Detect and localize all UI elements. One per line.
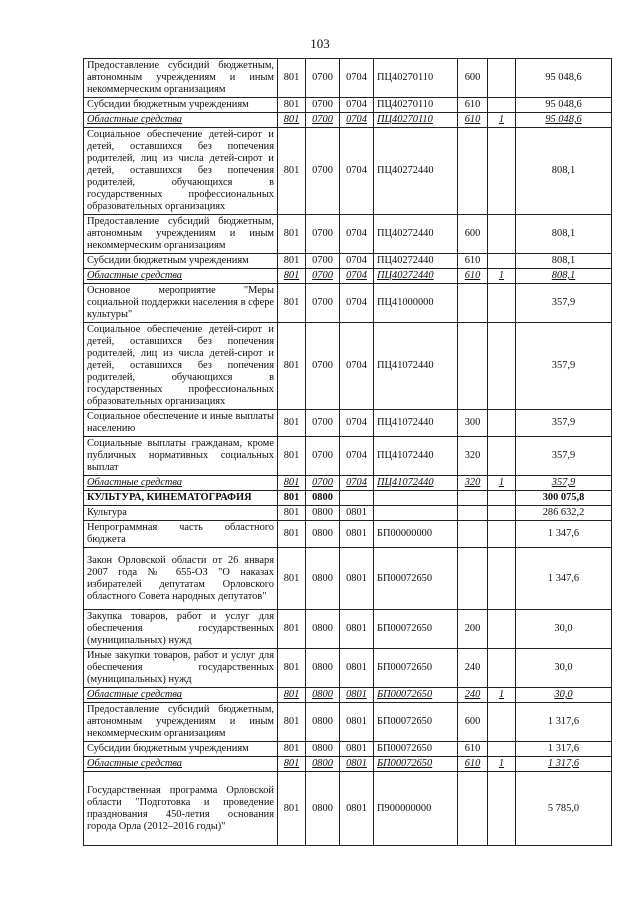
ministry-code: 801 bbox=[278, 128, 306, 215]
row-name: Основное мероприятие "Меры социальной поддержки населения в сфере культуры" bbox=[84, 284, 278, 323]
section-code: 0800 bbox=[306, 548, 340, 610]
ministry-code: 801 bbox=[278, 284, 306, 323]
target-article-code: БП00000000 bbox=[374, 521, 458, 548]
expense-type-code: 610 bbox=[458, 113, 488, 128]
table-row bbox=[84, 772, 612, 846]
ministry-code: 801 bbox=[278, 742, 306, 757]
section-code: 0700 bbox=[306, 98, 340, 113]
target-article-code: ПЦ41072440 bbox=[374, 323, 458, 410]
funding-source-code bbox=[488, 703, 516, 742]
table-row bbox=[84, 649, 612, 688]
subsection-code: 0801 bbox=[340, 742, 374, 757]
section-code: 0700 bbox=[306, 323, 340, 410]
section-code: 0700 bbox=[306, 215, 340, 254]
expense-type-code: 600 bbox=[458, 215, 488, 254]
amount: 357,9 bbox=[516, 437, 612, 476]
section-code: 0800 bbox=[306, 506, 340, 521]
expense-type-code bbox=[458, 323, 488, 410]
table-row bbox=[84, 521, 612, 548]
row-name: Субсидии бюджетным учреждениям bbox=[84, 254, 278, 269]
target-article-code bbox=[374, 506, 458, 521]
row-name: Предоставление субсидий бюджетным, автономным учреждениям и иным некоммерческим организациям bbox=[84, 703, 278, 742]
funding-source-code: 1 bbox=[488, 476, 516, 491]
section-code: 0700 bbox=[306, 113, 340, 128]
ministry-code: 801 bbox=[278, 506, 306, 521]
funding-source-code bbox=[488, 254, 516, 269]
table-row bbox=[84, 113, 612, 128]
section-code: 0800 bbox=[306, 703, 340, 742]
expense-type-code: 610 bbox=[458, 254, 488, 269]
expense-type-code: 240 bbox=[458, 688, 488, 703]
section-code: 0700 bbox=[306, 437, 340, 476]
funding-source-code bbox=[488, 128, 516, 215]
target-article-code: БП00072650 bbox=[374, 610, 458, 649]
section-code: 0700 bbox=[306, 128, 340, 215]
table-row bbox=[84, 610, 612, 649]
table-row bbox=[84, 491, 612, 506]
expense-type-code bbox=[458, 772, 488, 846]
target-article-code: БП00072650 bbox=[374, 649, 458, 688]
ministry-code: 801 bbox=[278, 113, 306, 128]
table-row bbox=[84, 284, 612, 323]
table-row bbox=[84, 98, 612, 113]
table-row bbox=[84, 688, 612, 703]
amount: 357,9 bbox=[516, 476, 612, 491]
ministry-code: 801 bbox=[278, 688, 306, 703]
ministry-code: 801 bbox=[278, 437, 306, 476]
funding-source-code: 1 bbox=[488, 113, 516, 128]
target-article-code: ПЦ41072440 bbox=[374, 410, 458, 437]
ministry-code: 801 bbox=[278, 521, 306, 548]
subsection-code: 0704 bbox=[340, 476, 374, 491]
subsection-code: 0704 bbox=[340, 113, 374, 128]
amount: 30,0 bbox=[516, 649, 612, 688]
section-code: 0800 bbox=[306, 649, 340, 688]
target-article-code: ПЦ40270110 bbox=[374, 59, 458, 98]
ministry-code: 801 bbox=[278, 757, 306, 772]
target-article-code: БП00072650 bbox=[374, 703, 458, 742]
ministry-code: 801 bbox=[278, 610, 306, 649]
funding-source-code: 1 bbox=[488, 688, 516, 703]
expense-type-code bbox=[458, 491, 488, 506]
expense-type-code bbox=[458, 548, 488, 610]
amount: 808,1 bbox=[516, 215, 612, 254]
target-article-code: ПЦ40272440 bbox=[374, 254, 458, 269]
expense-type-code bbox=[458, 506, 488, 521]
table-row bbox=[84, 269, 612, 284]
table-row bbox=[84, 59, 612, 98]
expense-type-code: 320 bbox=[458, 437, 488, 476]
row-name: КУЛЬТУРА, КИНЕМАТОГРАФИЯ bbox=[84, 491, 278, 506]
target-article-code: ПЦ40272440 bbox=[374, 128, 458, 215]
ministry-code: 801 bbox=[278, 649, 306, 688]
expense-type-code: 610 bbox=[458, 269, 488, 284]
target-article-code: ПЦ41072440 bbox=[374, 437, 458, 476]
funding-source-code bbox=[488, 323, 516, 410]
section-code: 0700 bbox=[306, 254, 340, 269]
expense-type-code: 300 bbox=[458, 410, 488, 437]
subsection-code: 0704 bbox=[340, 269, 374, 284]
subsection-code bbox=[340, 491, 374, 506]
target-article-code: ПЦ41072440 bbox=[374, 476, 458, 491]
funding-source-code bbox=[488, 491, 516, 506]
amount: 95 048,6 bbox=[516, 98, 612, 113]
target-article-code: ПЦ40272440 bbox=[374, 269, 458, 284]
table-row bbox=[84, 506, 612, 521]
ministry-code: 801 bbox=[278, 491, 306, 506]
row-name: Областные средства bbox=[84, 113, 278, 128]
subsection-code: 0801 bbox=[340, 506, 374, 521]
row-name: Областные средства bbox=[84, 757, 278, 772]
target-article-code: ПЦ41000000 bbox=[374, 284, 458, 323]
section-code: 0800 bbox=[306, 610, 340, 649]
funding-source-code bbox=[488, 59, 516, 98]
subsection-code: 0801 bbox=[340, 610, 374, 649]
amount: 95 048,6 bbox=[516, 113, 612, 128]
amount: 357,9 bbox=[516, 323, 612, 410]
amount: 357,9 bbox=[516, 284, 612, 323]
expense-type-code: 610 bbox=[458, 98, 488, 113]
row-name: Социальные выплаты гражданам, кроме публичных нормативных социальных выплат bbox=[84, 437, 278, 476]
table-row bbox=[84, 742, 612, 757]
table-row bbox=[84, 323, 612, 410]
target-article-code: БП00072650 bbox=[374, 742, 458, 757]
funding-source-code: 1 bbox=[488, 269, 516, 284]
row-name: Субсидии бюджетным учреждениям bbox=[84, 98, 278, 113]
expense-type-code: 600 bbox=[458, 703, 488, 742]
budget-table bbox=[83, 58, 612, 846]
subsection-code: 0801 bbox=[340, 521, 374, 548]
amount: 808,1 bbox=[516, 128, 612, 215]
ministry-code: 801 bbox=[278, 548, 306, 610]
row-name: Социальное обеспечение и иные выплаты населению bbox=[84, 410, 278, 437]
table-body bbox=[84, 59, 612, 846]
subsection-code: 0801 bbox=[340, 548, 374, 610]
row-name: Предоставление субсидий бюджетным, автономным учреждениям и иным некоммерческим организациям bbox=[84, 215, 278, 254]
subsection-code: 0801 bbox=[340, 772, 374, 846]
target-article-code: ПЦ40272440 bbox=[374, 215, 458, 254]
amount: 357,9 bbox=[516, 410, 612, 437]
row-name: Предоставление субсидий бюджетным, автономным учреждениям и иным некоммерческим организациям bbox=[84, 59, 278, 98]
ministry-code: 801 bbox=[278, 410, 306, 437]
funding-source-code bbox=[488, 772, 516, 846]
row-name: Областные средства bbox=[84, 476, 278, 491]
subsection-code: 0704 bbox=[340, 410, 374, 437]
target-article-code bbox=[374, 491, 458, 506]
funding-source-code bbox=[488, 437, 516, 476]
section-code: 0700 bbox=[306, 284, 340, 323]
expense-type-code bbox=[458, 284, 488, 323]
table-row bbox=[84, 254, 612, 269]
ministry-code: 801 bbox=[278, 59, 306, 98]
section-code: 0700 bbox=[306, 410, 340, 437]
ministry-code: 801 bbox=[278, 476, 306, 491]
amount: 30,0 bbox=[516, 688, 612, 703]
amount: 300 075,8 bbox=[516, 491, 612, 506]
row-name: Культура bbox=[84, 506, 278, 521]
table-row bbox=[84, 410, 612, 437]
subsection-code: 0704 bbox=[340, 98, 374, 113]
funding-source-code bbox=[488, 548, 516, 610]
amount: 5 785,0 bbox=[516, 772, 612, 846]
section-code: 0800 bbox=[306, 491, 340, 506]
amount: 1 317,6 bbox=[516, 757, 612, 772]
row-name: Закон Орловской области от 26 января 2007 года № 655-ОЗ "О наказах избирателей депутатам Орловского областного Совета народных депутатов" bbox=[84, 548, 278, 610]
amount: 95 048,6 bbox=[516, 59, 612, 98]
target-article-code: БП00072650 bbox=[374, 548, 458, 610]
expense-type-code: 320 bbox=[458, 476, 488, 491]
expense-type-code: 610 bbox=[458, 757, 488, 772]
row-name: Иные закупки товаров, работ и услуг для обеспечения государственных (муниципальных) нужд bbox=[84, 649, 278, 688]
target-article-code: ПЦ40270110 bbox=[374, 98, 458, 113]
target-article-code: П900000000 bbox=[374, 772, 458, 846]
target-article-code: БП00072650 bbox=[374, 688, 458, 703]
ministry-code: 801 bbox=[278, 254, 306, 269]
subsection-code: 0704 bbox=[340, 254, 374, 269]
row-name: Областные средства bbox=[84, 688, 278, 703]
funding-source-code bbox=[488, 410, 516, 437]
amount: 30,0 bbox=[516, 610, 612, 649]
subsection-code: 0704 bbox=[340, 128, 374, 215]
section-code: 0800 bbox=[306, 521, 340, 548]
ministry-code: 801 bbox=[278, 772, 306, 846]
amount: 1 347,6 bbox=[516, 521, 612, 548]
funding-source-code bbox=[488, 610, 516, 649]
subsection-code: 0704 bbox=[340, 284, 374, 323]
amount: 808,1 bbox=[516, 254, 612, 269]
row-name: Государственная программа Орловской области "Подготовка и проведение празднования 450-летия основания города Орла (2012–2016 годы)" bbox=[84, 772, 278, 846]
subsection-code: 0704 bbox=[340, 323, 374, 410]
funding-source-code bbox=[488, 98, 516, 113]
table-row bbox=[84, 437, 612, 476]
funding-source-code bbox=[488, 506, 516, 521]
expense-type-code: 610 bbox=[458, 742, 488, 757]
table-row bbox=[84, 703, 612, 742]
funding-source-code bbox=[488, 649, 516, 688]
table-row bbox=[84, 215, 612, 254]
amount: 1 317,6 bbox=[516, 742, 612, 757]
funding-source-code: 1 bbox=[488, 757, 516, 772]
row-name: Субсидии бюджетным учреждениям bbox=[84, 742, 278, 757]
table-row bbox=[84, 128, 612, 215]
subsection-code: 0704 bbox=[340, 215, 374, 254]
subsection-code: 0704 bbox=[340, 437, 374, 476]
table-row bbox=[84, 757, 612, 772]
ministry-code: 801 bbox=[278, 703, 306, 742]
funding-source-code bbox=[488, 284, 516, 323]
expense-type-code: 200 bbox=[458, 610, 488, 649]
expense-type-code bbox=[458, 521, 488, 548]
amount: 808,1 bbox=[516, 269, 612, 284]
funding-source-code bbox=[488, 742, 516, 757]
row-name: Социальное обеспечение детей-сирот и детей, оставшихся без попечения родителей, лиц из числа детей-сирот и детей, оставшихся без попечения родителей, обучающихся в государственных профессиональных образовательных организациях bbox=[84, 323, 278, 410]
amount: 286 632,2 bbox=[516, 506, 612, 521]
subsection-code: 0801 bbox=[340, 649, 374, 688]
subsection-code: 0801 bbox=[340, 757, 374, 772]
page-number: 103 bbox=[310, 36, 330, 51]
ministry-code: 801 bbox=[278, 269, 306, 284]
section-code: 0800 bbox=[306, 772, 340, 846]
subsection-code: 0704 bbox=[340, 59, 374, 98]
table-row bbox=[84, 476, 612, 491]
expense-type-code: 240 bbox=[458, 649, 488, 688]
expense-type-code bbox=[458, 128, 488, 215]
funding-source-code bbox=[488, 521, 516, 548]
section-code: 0800 bbox=[306, 757, 340, 772]
table-row bbox=[84, 548, 612, 610]
target-article-code: БП00072650 bbox=[374, 757, 458, 772]
row-name: Социальное обеспечение детей-сирот и детей, оставшихся без попечения родителей, лиц из числа детей-сирот и детей, оставшихся без попечения родителей, обучающихся в государственных профессиональных образовательных организациях bbox=[84, 128, 278, 215]
ministry-code: 801 bbox=[278, 323, 306, 410]
section-code: 0700 bbox=[306, 269, 340, 284]
section-code: 0800 bbox=[306, 742, 340, 757]
row-name: Непрограммная часть областного бюджета bbox=[84, 521, 278, 548]
expense-type-code: 600 bbox=[458, 59, 488, 98]
ministry-code: 801 bbox=[278, 215, 306, 254]
row-name: Закупка товаров, работ и услуг для обеспечения государственных (муниципальных) нужд bbox=[84, 610, 278, 649]
subsection-code: 0801 bbox=[340, 703, 374, 742]
target-article-code: ПЦ40270110 bbox=[374, 113, 458, 128]
row-name: Областные средства bbox=[84, 269, 278, 284]
amount: 1 317,6 bbox=[516, 703, 612, 742]
amount: 1 347,6 bbox=[516, 548, 612, 610]
section-code: 0700 bbox=[306, 476, 340, 491]
section-code: 0800 bbox=[306, 688, 340, 703]
subsection-code: 0801 bbox=[340, 688, 374, 703]
section-code: 0700 bbox=[306, 59, 340, 98]
ministry-code: 801 bbox=[278, 98, 306, 113]
funding-source-code bbox=[488, 215, 516, 254]
